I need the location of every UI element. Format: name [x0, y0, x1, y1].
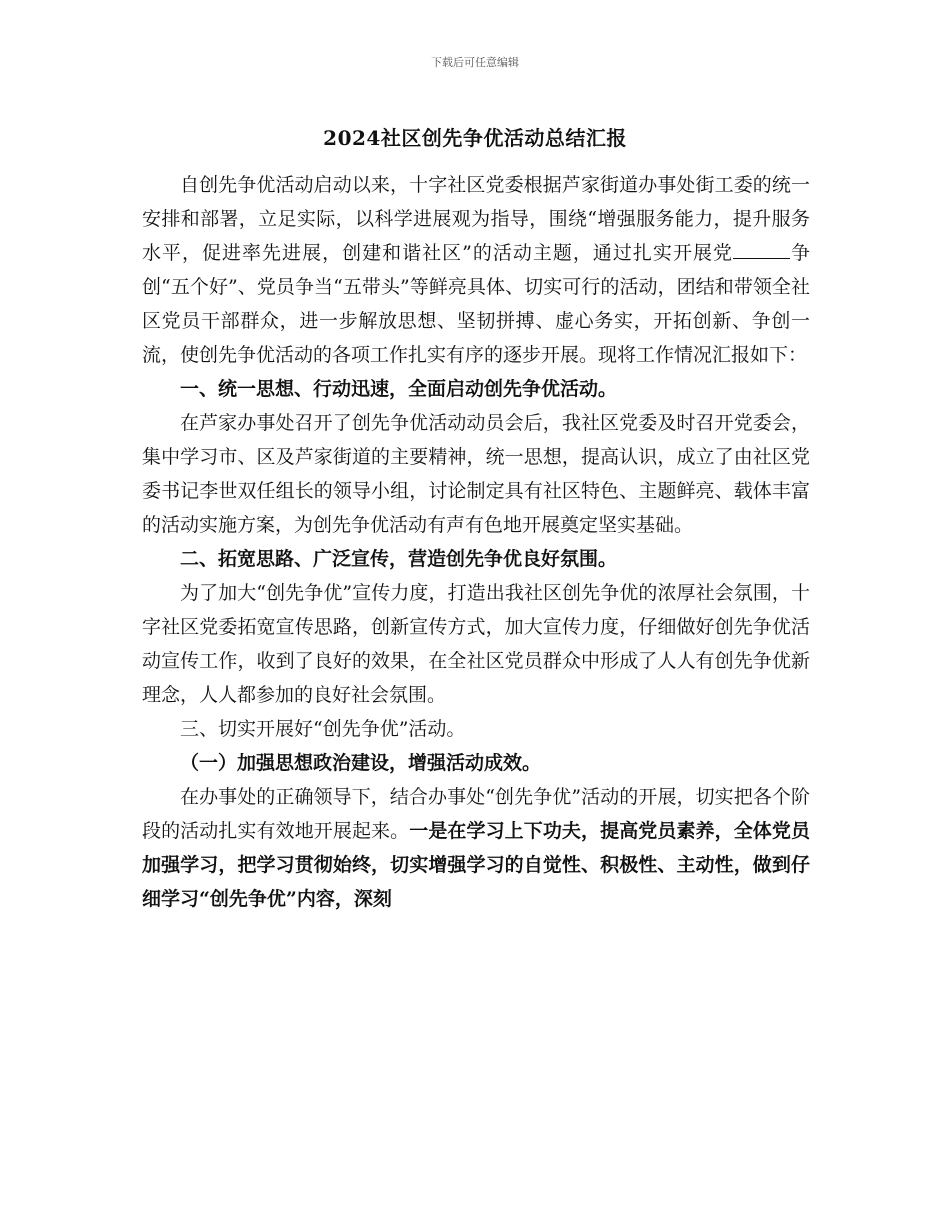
section-3-text-bold: 一是在学习上下功夫，提高党员素养，全体党员加强学习，把学习贯彻始终，切实增强学习的自觉性、积极性、主动性，做到仔细学习“创先争优”内容，深刻: [142, 820, 810, 910]
intro-text-part1: 自创先争优活动启动以来，十字社区党委根据芦家街道办事处街工委的统一安排和部署，立足实际，以科学进展观为指导，围绕“增强服务能力，提升服务水平，促进率先进展，创建和谐社区”的活动主题，通过扎实开展党: [142, 174, 810, 264]
blank-underline: [733, 241, 790, 259]
intro-text-part2: 争创“五个好”、党员争当“五带头”等鲜亮具体、切实可行的活动，团结和带领全社区党员干部群众，进一步解放思想、坚韧拼搏、虚心务实，开拓创新、争创一流，使创先争优活动的各项工作扎实有序的逐步开展。现将工作情况汇报如下：: [142, 242, 810, 366]
header-note: 下载后可任意编辑: [431, 56, 519, 69]
document-title: 2024社区创先争优活动总结汇报: [323, 126, 627, 150]
section-heading-3: 三、切实开展好“创先争优”活动。: [180, 718, 466, 740]
section-1-paragraph: 在芦家办事处召开了创先争优活动动员会后，我社区党委及时召开党委会，集中学习市、区及芦家街道的主要精神，统一思想，提高认识，成立了由社区党委书记李世双任组长的领导小组，讨论制定具有社区特色、主题鲜亮、载体丰富的活动实施方案，为创先争优活动有声有色地开展奠定坚实基础。: [142, 412, 810, 536]
section-3-text-normal: 在办事处的正确领导下，结合办事处“创先争优”活动的开展，切实把各个阶段的活动扎实有效地开展起来。: [142, 786, 810, 842]
subsection-heading-1: （一）加强思想政治建设，增强活动成效。: [180, 752, 542, 774]
section-2-paragraph: 为了加大“创先争优”宣传力度，打造出我社区创先争优的浓厚社会氛围，十字社区党委拓宽宣传思路，创新宣传方式，加大宣传力度，仔细做好创先争优活动宣传工作，收到了良好的效果，在全社区党员群众中形成了人人有创先争优新理念，人人都参加的良好社会氛围。: [142, 582, 810, 706]
document-body: [142, 168, 810, 916]
section-3-paragraph: [142, 780, 810, 916]
intro-paragraph: [142, 168, 810, 372]
section-heading-1: 一、统一思想、行动迅速，全面启动创先争优活动。: [180, 378, 618, 400]
section-heading-2: 二、拓宽思路、广泛宣传，营造创先争优良好氛围。: [180, 548, 618, 570]
